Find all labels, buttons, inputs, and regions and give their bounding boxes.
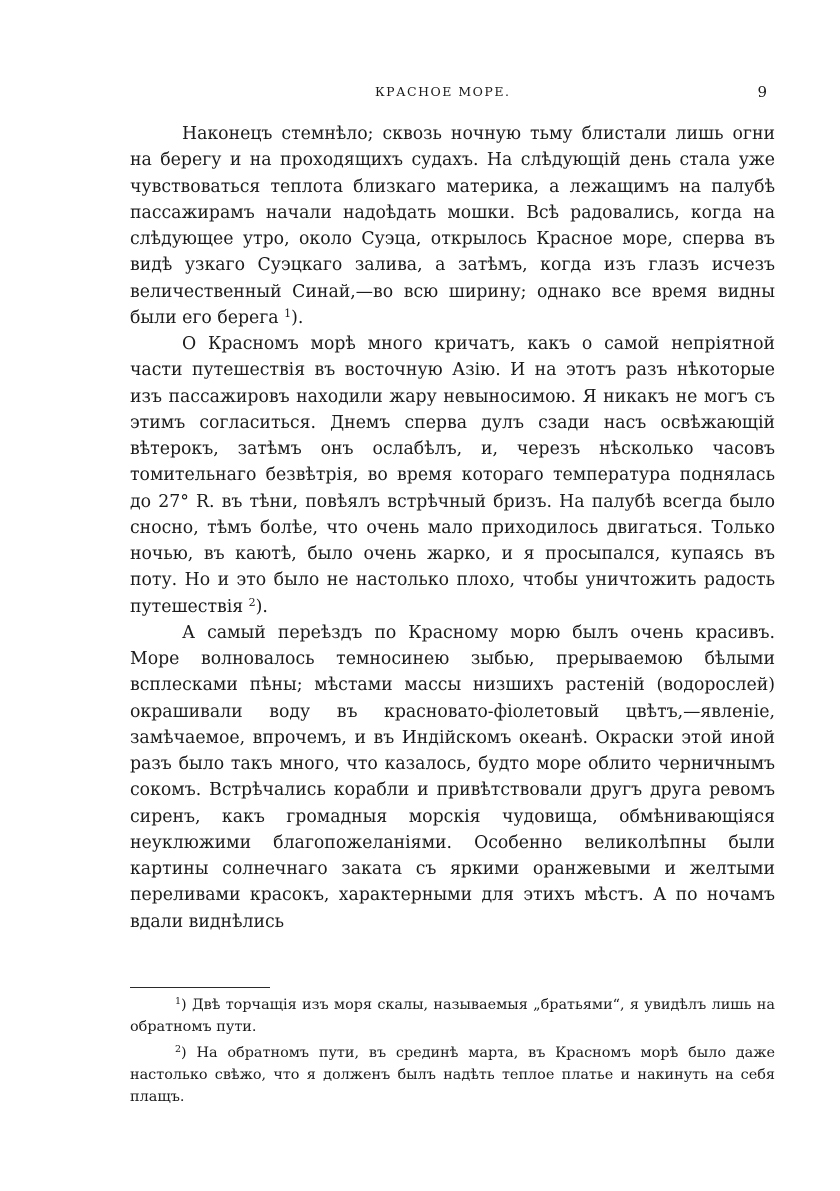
paragraph — [130, 620, 775, 935]
paragraph-text: А самый переѣздъ по Красному морю былъ очень красивъ. Море волновалось темносинею зыбью, прерываемою бѣлыми всплесками пѣны; мѣстами массы низшихъ растеній (водорослей) окрашивали воду въ красновато-фіолетовый цвѣтъ,—явленіе, замѣчаемое, впрочемъ, и въ Индійскомъ океанѣ. Окраски этой иной разъ было такъ много, что казалось, будто море облито черничнымъ сокомъ. Встрѣчались корабли и привѣтствовали другъ друга ревомъ сиренъ, какъ громадныя морскія чудовища, обмѣнивающіяся неуклюжими благопожеланіями. Особенно великолѣпны были картины солнечнаго заката съ яркими оранжевыми и желтыми переливами красокъ, характерными для этихъ мѣстъ. А по ночамъ вдали виднѣлись — [130, 622, 775, 932]
running-head — [130, 84, 775, 106]
footnote-text: На обратномъ пути, въ срединѣ марта, въ Красномъ морѣ было даже настолько свѣжо, что я долженъ былъ надѣть теплое платье и накинуть на себя плащъ. — [130, 1045, 775, 1105]
footnote-text: Двѣ торчащія изъ моря скалы, называемыя „братьями“, я увидѣлъ лишь на обратномъ пути. — [130, 997, 775, 1035]
footnote-ref: 2 — [248, 595, 256, 609]
footnote-divider — [130, 987, 270, 988]
paragraph-text: О Красномъ морѣ много кричатъ, какъ о самой непріятной части путешествія въ восточную Азію. И на этотъ разъ нѣкоторые изъ пассажировъ находили жару невыносимою. Я никакъ не могъ съ этимъ согласиться. Днемъ сперва дулъ сзади насъ освѣжающій вѣтерокъ, затѣмъ онъ ослабѣлъ, и, черезъ нѣсколько часовъ томительнаго безвѣтрія, во время котораго температура поднялась до 27° R. въ тѣни, повѣялъ встрѣчный бризъ. На палубѣ всегда было сносно, тѣмъ болѣе, что очень мало приходилось двигаться. Только ночью, въ каютѣ, было очень жарко, и я просыпался, купаясь въ поту. Но и это было не настолько плохо, чтобы уничтожить радость путешествія — [130, 334, 775, 617]
paragraph-text: Наконецъ стемнѣло; сквозь ночную тьму блистали лишь огни на берегу и на проходящихъ судахъ. На слѣдующій день стала уже чувствоваться теплота близкаго материка, а лежащимъ на палубѣ пассажирамъ начали надоѣдать мошки. Всѣ радовались, когда на слѣдующее утро, около Суэца, открылось Красное море, сперва въ видѣ узкаго Суэцкаго залива, а затѣмъ, когда изъ глазъ исчезъ величественный Синай,—во всю ширину; однако все время видны были его берега — [130, 124, 775, 328]
footnote: $^1$) Двѣ торчащія изъ моря скалы, называемыя „братьями“, я увидѣлъ лишь на обратномъ пути. — [130, 996, 775, 1035]
body-text — [130, 121, 775, 935]
footnotes — [130, 994, 775, 1112]
footnote-ref: 1 — [284, 306, 292, 320]
paragraph-tail: ). — [255, 596, 268, 617]
footnote-mark: 1 — [175, 996, 182, 1007]
running-title: КРАСНОЕ МОРЕ. — [375, 84, 511, 99]
paragraph — [130, 331, 775, 620]
book-page — [130, 0, 775, 1191]
paragraph — [130, 121, 775, 331]
footnote: $^2$) На обратномъ пути, въ срединѣ марта, въ Красномъ морѣ было даже настолько свѣжо, что я долженъ былъ надѣть теплое платье и накинуть на себя плащъ. — [130, 1044, 775, 1105]
paragraph-tail: ). — [291, 307, 304, 328]
page-number: 9 — [757, 83, 767, 101]
footnote-mark: 2 — [175, 1044, 182, 1055]
